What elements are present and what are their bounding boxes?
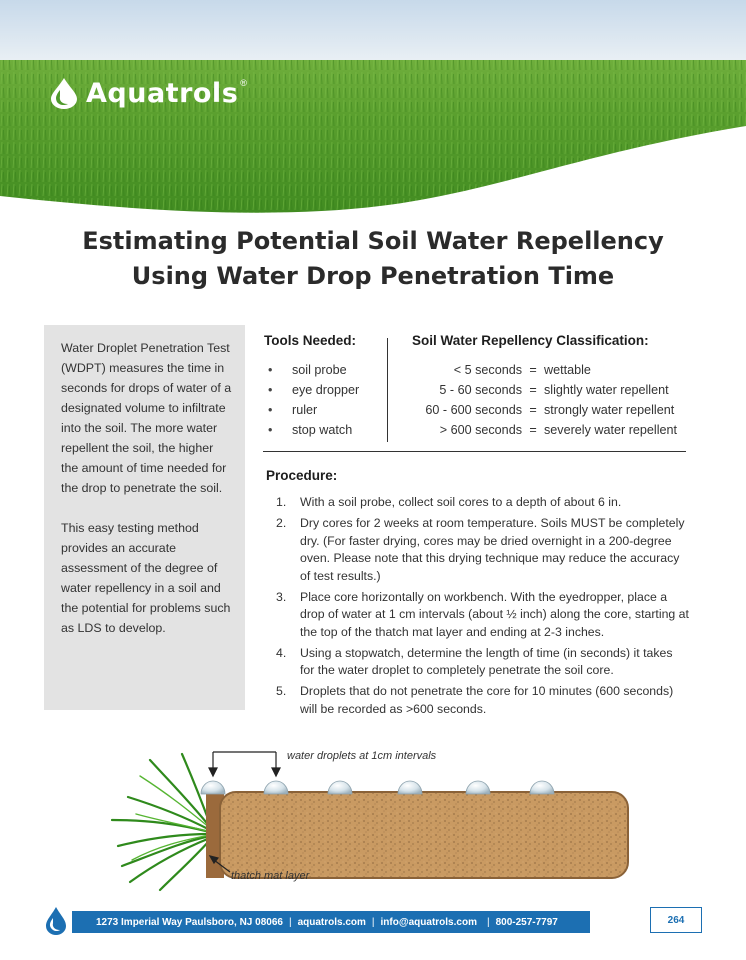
title-line-1: Estimating Potential Soil Water Repellency	[82, 227, 664, 255]
procedure-steps	[276, 494, 690, 722]
grass-banner-image	[0, 0, 746, 222]
procedure-step: 2. Dry cores for 2 weeks at room temperature. Soils MUST be completely dry. (For faster drying, cores may be dried overnight in a 200-degree oven. Please note that this drying technique may reduce the accuracy of test results.)	[276, 516, 685, 583]
header-banner	[0, 0, 746, 222]
intro-paragraph-1: Water Droplet Penetration Test (WDPT) measures the time in seconds for drops of water of a designated volume to infiltrate into the soil. The more water repellent the soil, the higher the amount of time needed for the drop to penetrate the soil.	[61, 341, 232, 495]
bullet-icon: •	[268, 403, 273, 417]
footer-separator: |	[288, 916, 292, 928]
procedure-step: 1. With a soil probe, collect soil cores to a depth of about 6 in.	[276, 495, 622, 509]
brand-logo	[48, 76, 247, 110]
classification-row: 5 - 60 seconds = slightly water repellent	[439, 383, 669, 397]
water-drop-footer-icon	[44, 906, 68, 936]
page-number: 264	[650, 907, 702, 933]
list-item: • ruler	[268, 400, 359, 420]
bullet-icon: •	[268, 383, 273, 397]
procedure-step: 3. Place core horizontally on workbench. With the eyedropper, place a drop of water at 1 cm intervals (about ½ inch) along the core, starting at the top of the thatch mat layer and ending at 2-3 inches.	[276, 589, 689, 639]
classification-table	[404, 360, 677, 440]
procedure-step: 4. Using a stopwatch, determine the length of time (in seconds) it takes for the water droplet to completely penetrate the soil core.	[276, 645, 673, 677]
thatch-layer-label: thatch mat layer	[231, 870, 310, 882]
footer-phone: 800-257-7797	[495, 916, 558, 928]
footer-separator: |	[486, 916, 490, 928]
horizontal-divider	[263, 451, 686, 452]
list-item: • eye dropper	[268, 380, 359, 400]
tools-list	[268, 360, 359, 440]
procedure-heading: Procedure:	[266, 468, 338, 483]
classification-row: < 5 seconds = wettable	[453, 363, 591, 377]
footer-separator: |	[371, 916, 375, 928]
footer-email-link[interactable]: info@aquatrols.com	[380, 916, 477, 928]
list-item: • soil probe	[268, 360, 359, 380]
soil-core-illustration	[110, 742, 650, 892]
footer-address: 1273 Imperial Way Paulsboro, NJ 08066	[96, 916, 283, 928]
procedure-step: 5. Droplets that do not penetrate the core for 10 minutes (600 seconds) will be recorded as >600 seconds.	[276, 684, 674, 716]
intro-sidebar	[44, 325, 245, 710]
classification-row: > 600 seconds = severely water repellent	[439, 423, 677, 437]
intro-paragraph-2: This easy testing method provides an accurate assessment of the degree of water repellency in a soil and the potential for problems such as LDS to develop.	[61, 521, 231, 635]
vertical-divider	[387, 338, 388, 442]
bullet-icon: •	[268, 363, 273, 377]
list-item: • stop watch	[268, 420, 359, 440]
footer-website-link[interactable]: aquatrols.com	[297, 916, 366, 928]
grass-tuft	[112, 754, 210, 890]
registered-mark: ®	[240, 78, 247, 88]
footer-contact-bar	[72, 911, 590, 933]
soil-core	[220, 792, 628, 878]
water-drop-logo-icon	[48, 76, 80, 110]
classification-heading: Soil Water Repellency Classification:	[412, 333, 649, 348]
page-title	[0, 224, 746, 294]
title-line-2: Using Water Drop Penetration Time	[131, 262, 615, 290]
droplet-interval-label: water droplets at 1cm intervals	[287, 750, 437, 762]
bullet-icon: •	[268, 423, 273, 437]
tools-heading: Tools Needed:	[264, 333, 357, 348]
interval-bracket	[209, 752, 280, 776]
brand-name: Aquatrols	[86, 77, 239, 109]
classification-row: 60 - 600 seconds = strongly water repellent	[425, 403, 675, 417]
